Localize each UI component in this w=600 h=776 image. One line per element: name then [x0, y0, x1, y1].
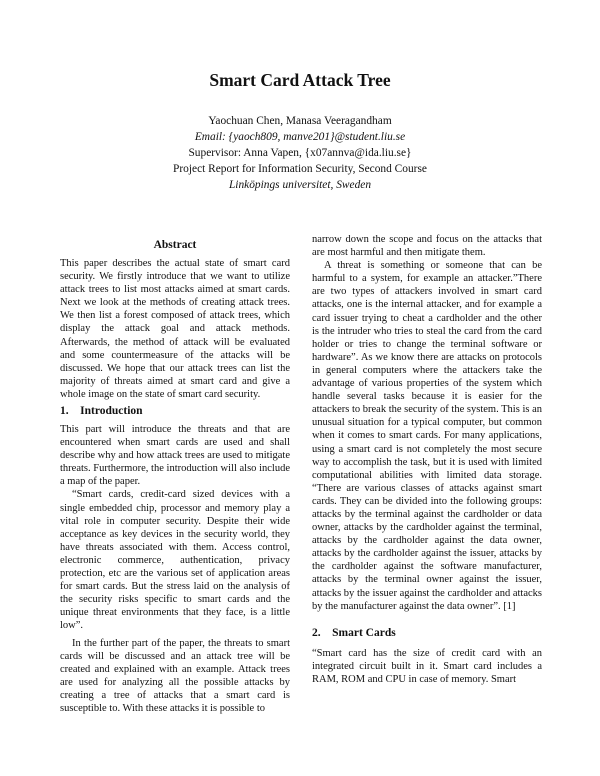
- section-heading-smart-cards: 2. Smart Cards: [312, 627, 396, 639]
- intro-paragraph-2: “Smart cards, credit-card sized devices with a single embedded chip, processor and memory play a vital role in computer security. Despite their wide acceptance as key devices in the security world, they have threats associated with them. Access control, electronic commerce, authentication, privacy protection, etc are the various set of application areas for smart cards. But the stress laid on the analysis of the security risks specific to smart cards and the unique threat environments that they face, is a little low”.: [60, 489, 290, 632]
- intro-paragraph-1: This part will introduce the threats and that are encountered when smart cards are used and shall describe why and how attack trees are used to mitigate threats. Furthermore, the introduction will also include a map of the paper.: [60, 424, 290, 488]
- intro-paragraph-3: In the further part of the paper, the threats to smart cards will be discussed and an attack tree will be created and explained with an example. Attack trees are used for analyzing all the possible attacks by creating a tree of attacks that a smart card is susceptible to. With these attacks it is possible to: [60, 637, 290, 714]
- abstract-heading: Abstract: [153, 239, 197, 251]
- smart-cards-paragraph-1: “Smart card has the size of credit card with an integrated circuit built in it. Smart card includes a RAM, ROM and CPU in case of memory. Smart: [312, 648, 542, 686]
- intro-paragraph-4: narrow down the scope and focus on the attacks that are most harmful and then mitigate them.: [312, 234, 542, 259]
- abstract-body: [60, 257, 290, 401]
- paper-title: Smart Card Attack Tree: [209, 70, 391, 90]
- course: Project Report for Information Security, Second Course: [173, 163, 427, 175]
- email: Email: {yaoch809, manve201}@student.liu.se: [194, 131, 406, 143]
- abstract-text: This paper describes the actual state of smart card security. We firstly introduce that we want to utilize attack trees to list most attacks aimed at smart cards. Next we look at the methods of creating attack trees. We then list a forest composed of attack trees, which display the attack goal and attack methods. Afterwards, the method of attack will be evaluated and some countermeasure of the attacks will be discussed. We hope that our attack trees can list the majority of threats aimed at smart card and give a whole image on the state of smart card security.: [60, 258, 290, 400]
- section-heading-introduction: 1. Introduction: [60, 405, 143, 417]
- authors: Yaochuan Chen, Manasa Veeragandham: [208, 115, 392, 127]
- intro-paragraph-5: A threat is something or someone that can be harmful to a system, for example an attacker.”There are two types of attackers involved in smart card attacks, one is the internal attacker, and for example a card issuer trying to cheat a cardholder and the other is the intruder who tries to steal the card from the card holder or tries to change the terminal software or hardware”. As we know there are attacks on protocols in general computers where the attackers take the advantage of various properties of the system which handle several tasks because it is easier for the attackers to break the security of the system. This is an unusual situation for a typical computer, but common when it comes to smart cards. For many applications, using a smart card is not completely the most secure way to accomplish the task, but it is used with limited computational abilities with limited data storage. “There are various classes of attacks against smart cards. They can be divided into the following groups: attacks by the terminal against the cardholder or data owner, attacks by the cardholder against the terminal, attacks by the cardholder against the data owner, attacks by the cardholder against the issuer, attacks by the cardholder against the software manufacturer, attacks by the terminal owner against the issuer, attacks by the issuer against the cardholder and attacks by the manufacturer against the data owner”. [1]: [312, 260, 542, 612]
- university: Linköpings universitet, Sweden: [228, 179, 372, 191]
- smart-cards-column: [312, 647, 542, 686]
- introduction-right-column: [312, 233, 542, 613]
- introduction-left-column: [60, 423, 290, 715]
- supervisor: Supervisor: Anna Vapen, {x07annva@ida.liu.se}: [188, 147, 412, 159]
